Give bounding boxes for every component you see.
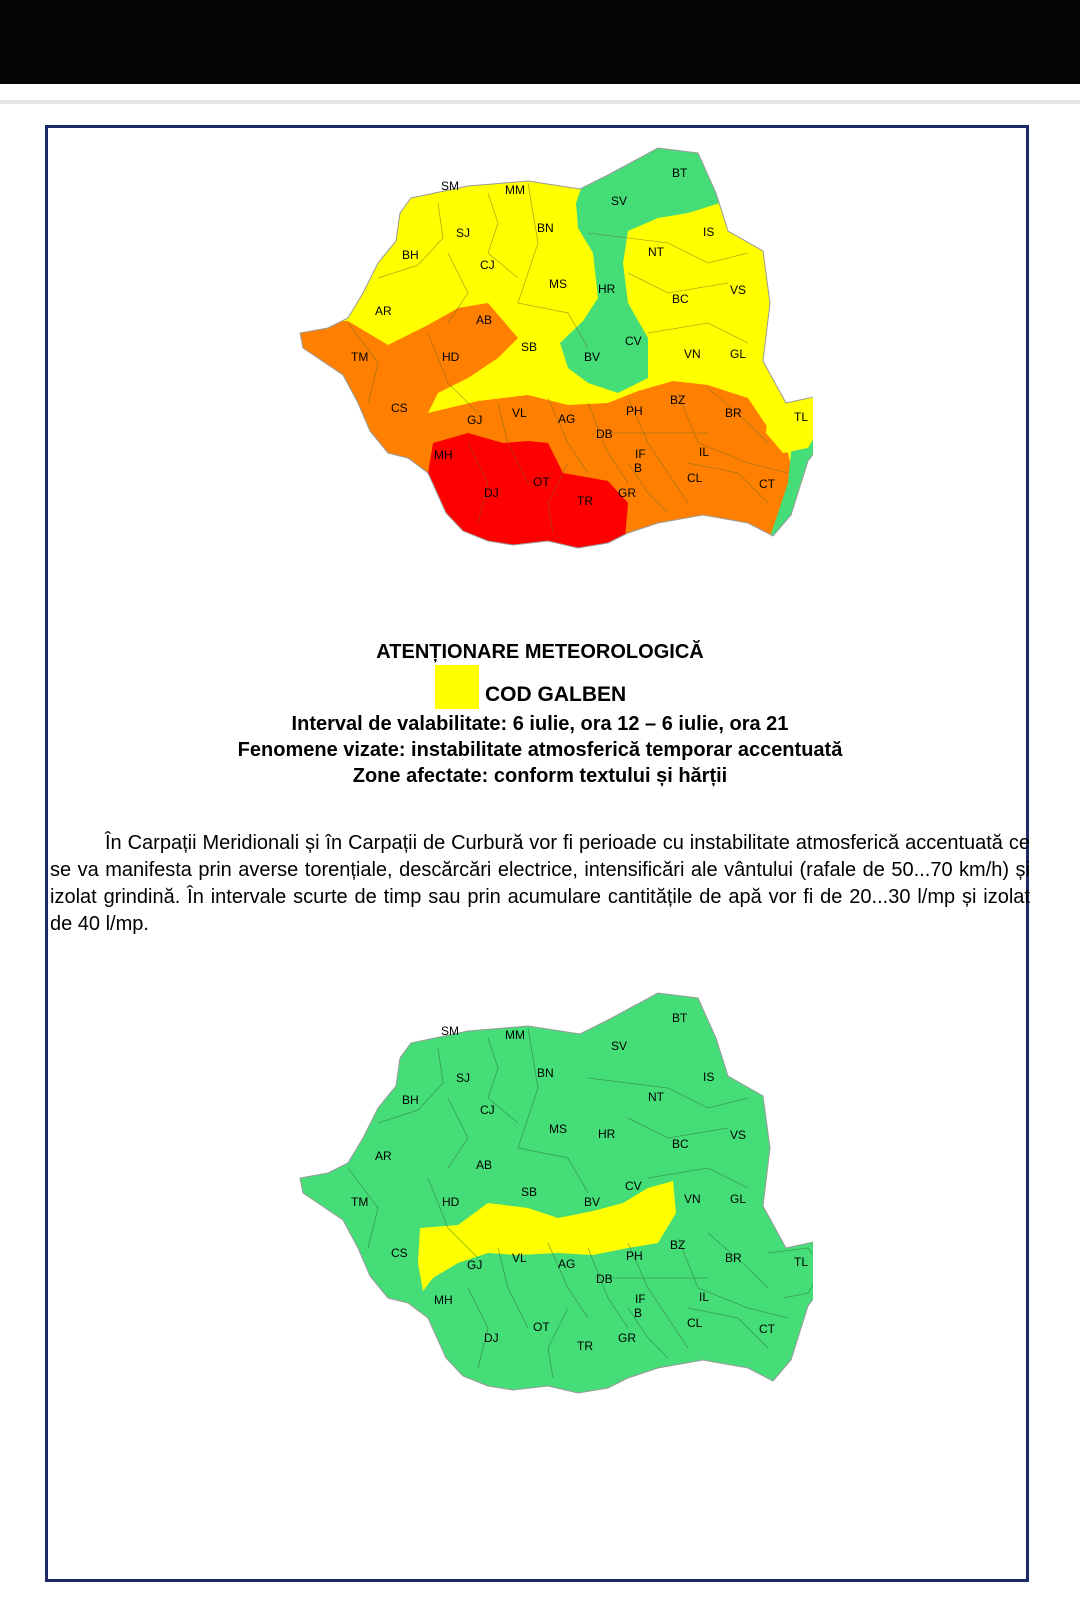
county-label-tm: TM [351,1195,369,1209]
county-label-bc: BC [672,1137,689,1151]
county-label-cj: CJ [480,258,495,272]
county-label-b: B [634,1306,643,1320]
top-bar [0,0,1080,84]
county-label-cl: CL [687,471,703,485]
warning-map-1 [243,138,813,558]
county-label-mh: MH [434,1293,453,1307]
county-label-nt: NT [648,245,664,259]
county-label-cv: CV [625,334,642,348]
county-label-ph: PH [626,404,643,418]
warning-document [45,125,1029,1582]
county-label-bn: BN [537,1066,554,1080]
county-label-dj: DJ [484,1331,499,1345]
county-label-mh: MH [434,448,453,462]
county-label-hd: HD [442,350,460,364]
county-label-ms: MS [549,1122,567,1136]
county-label-dj: DJ [484,486,499,500]
county-label-sj: SJ [456,1071,471,1085]
county-label-bc: BC [672,292,689,306]
county-label-bv: BV [584,350,601,364]
warning-body-text: În Carpații Meridionali și în Carpații de Curbură vor fi perioade cu instabilitate atmosferică accentuată ce se va manifesta prin averse torențiale, descărcări electrice, intensificări ale vântului (rafale de 50...70 km/h) și izolat grindină. În intervale scurte de timp sau prin acumulare cantitățile de apă vor fi de 20...30 l/mp și izolat de 40 l/mp. [50,832,1030,935]
county-label-db: DB [596,1272,613,1286]
county-label-sv: SV [611,194,628,208]
county-label-vl: VL [512,1251,527,1265]
county-label-sm: SM [441,179,459,193]
county-label-ot: OT [533,1320,550,1334]
county-label-bh: BH [402,248,419,262]
county-label-gl: GL [730,1192,747,1206]
county-label-vs: VS [730,283,747,297]
county-label-gj: GJ [467,413,483,427]
affected-zones: Zone afectate: conform textului și hărții [352,765,728,787]
county-label-tr: TR [577,1339,593,1353]
code-color-swatch [435,665,479,709]
county-label-sv: SV [611,1039,628,1053]
county-label-tr: TR [577,494,593,508]
county-label-bn: BN [537,221,554,235]
county-label-sm: SM [441,1024,459,1038]
county-label-cj: CJ [480,1103,495,1117]
county-label-tm: TM [351,350,369,364]
top-divider [0,100,1080,104]
county-label-sb: SB [521,1185,538,1199]
warning-title: ATENȚIONARE METEOROLOGICĂ [376,641,704,663]
county-label-sb: SB [521,340,538,354]
county-label-cl: CL [687,1316,703,1330]
county-label-bh: BH [402,1093,419,1107]
county-label-tl: TL [794,1255,809,1269]
county-label-vn: VN [684,347,701,361]
county-label-if: IF [635,1292,646,1306]
county-label-vn: VN [684,1192,701,1206]
county-label-bz: BZ [670,393,686,407]
county-label-ct: CT [759,1322,775,1336]
county-label-vs: VS [730,1128,747,1142]
county-label-if: IF [635,447,646,461]
county-label-ph: PH [626,1249,643,1263]
county-label-gl: GL [730,347,747,361]
county-label-cs: CS [391,401,408,415]
county-label-ar: AR [375,304,392,318]
county-label-gr: GR [618,1331,636,1345]
county-label-hr: HR [598,282,616,296]
county-label-bv: BV [584,1195,601,1209]
county-label-mm: MM [505,1028,525,1042]
county-label-b: B [634,461,643,475]
county-label-nt: NT [648,1090,664,1104]
code-label: COD GALBEN [485,683,627,706]
county-label-br: BR [725,1251,742,1265]
county-label-is: IS [703,225,715,239]
county-label-gr: GR [618,486,636,500]
county-label-tl: TL [794,410,809,424]
county-label-ar: AR [375,1149,392,1163]
county-label-mm: MM [505,183,525,197]
county-label-cs: CS [391,1246,408,1260]
phenomena: Fenomene vizate: instabilitate atmosferică temporar accentuată [237,739,843,761]
warning-map-2 [243,983,813,1403]
county-label-ag: AG [558,412,576,426]
county-label-ag: AG [558,1257,576,1271]
county-label-ms: MS [549,277,567,291]
county-label-gj: GJ [467,1258,483,1272]
county-label-hd: HD [442,1195,460,1209]
county-label-cv: CV [625,1179,642,1193]
county-label-ab: AB [476,313,493,327]
county-label-bt: BT [672,166,688,180]
county-label-br: BR [725,406,742,420]
county-label-il: IL [699,445,710,459]
code-row [48,663,1032,711]
county-label-ab: AB [476,1158,493,1172]
county-label-hr: HR [598,1127,616,1141]
validity-interval: Interval de valabilitate: 6 iulie, ora 12 – 6 iulie, ora 21 [291,713,789,735]
county-label-vl: VL [512,406,527,420]
county-label-db: DB [596,427,613,441]
county-label-ct: CT [759,477,775,491]
county-label-bt: BT [672,1011,688,1025]
county-label-il: IL [699,1290,710,1304]
county-label-bz: BZ [670,1238,686,1252]
county-label-ot: OT [533,475,550,489]
county-label-sj: SJ [456,226,471,240]
county-label-is: IS [703,1070,715,1084]
